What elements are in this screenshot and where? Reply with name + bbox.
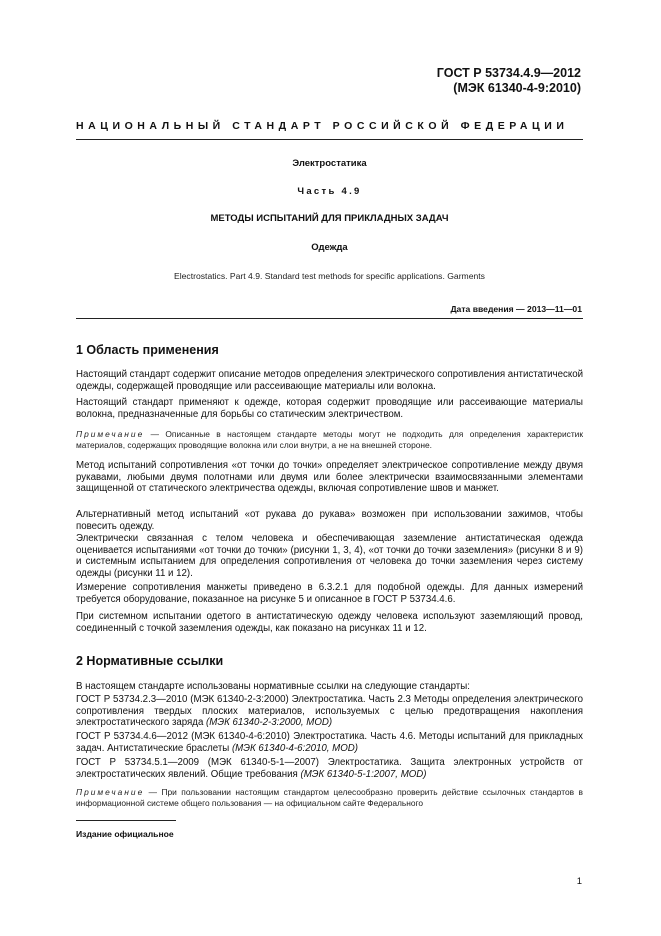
section-1-paragraph-7: При системном испытании одетого в антистатическую одежду человека используют заземляющий провод, соединенный с точкой заземления одежды, как показано на рисунках 11 и 12. xyxy=(76,611,583,634)
section-1-heading: 1 Область применения xyxy=(76,343,219,357)
section-1-paragraph-3: Метод испытаний сопротивления «от точки до точки» определяет электрическое сопротивление между двумя рукавами, любыми двумя полотнами или двумя или более электрически взаимосвязанными элементами защищенной от статического электричества одежды, включая сопротивление швов и манжет. xyxy=(76,460,583,494)
title-english: Electrostatics. Part 4.9. Standard test methods for specific applications. Garments xyxy=(174,271,485,281)
title-sub: Одежда xyxy=(311,242,348,253)
section-1-paragraph-6: Измерение сопротивления манжеты приведено в 6.3.2.1 для подобной одежды. Для данных измерений требуется оборудование, показанное на рисунке 5 и описанное в ГОСТ Р 53734.4.6. xyxy=(76,582,583,605)
normative-reference-2: ГОСТ Р 53734.4.6—2012 (МЭК 61340-4-6:2010) Электростатика. Часть 4.6. Методы испытаний для прикладных задач. Антистатические браслеты (МЭК 61340-4-6:2010, MOD) xyxy=(76,731,583,754)
section-1-paragraph-2: Настоящий стандарт применяют к одежде, которая содержит проводящие или рассеивающие материалы волокна, предназначенные для борьбы со статическим электричеством. xyxy=(76,397,583,420)
national-standard-banner: НАЦИОНАЛЬНЫЙ СТАНДАРТ РОССИЙСКОЙ ФЕДЕРАЦИИ xyxy=(76,120,569,132)
footer-divider xyxy=(76,820,176,821)
title-subject: Электростатика xyxy=(292,158,367,169)
normative-reference-1: ГОСТ Р 53734.2.3—2010 (МЭК 61340-2-3:2000) Электростатика. Часть 2.3 Методы определения электрического сопротивления твердых плоских материалов, используемых с целью предотвращения накопления электростатического заряда (МЭК 61340-2-3:2000, MOD) xyxy=(76,694,583,728)
note-text: — При пользовании настоящим стандартом целесообразно проверить действие ссылочных стандартов в информационной системе общего пользования — на официальном сайте Федерального xyxy=(76,787,583,808)
title-part: Часть 4.9 xyxy=(297,186,362,197)
section-2-heading: 2 Нормативные ссылки xyxy=(76,654,224,668)
section-2-note xyxy=(76,787,583,808)
title-main: МЕТОДЫ ИСПЫТАНИЙ ДЛЯ ПРИКЛАДНЫХ ЗАДАЧ xyxy=(210,213,449,224)
iec-number: (МЭК 61340-4-9:2010) xyxy=(453,81,581,95)
standard-code xyxy=(437,66,581,96)
banner-divider xyxy=(76,139,583,140)
note-label: Примечание xyxy=(76,429,145,439)
normative-reference-3: ГОСТ Р 53734.5.1—2009 (МЭК 61340-5-1—2007) Электростатика. Защита электронных устройств от электростатических явлений. Общие требования (МЭК 61340-5-1:2007, MOD) xyxy=(76,757,583,780)
official-edition-label: Издание официальное xyxy=(76,829,174,839)
section-1-paragraph-4: Альтернативный метод испытаний «от рукава до рукава» возможен при использовании зажимов, чтобы повесить одежду. xyxy=(76,509,583,532)
section-1-note xyxy=(76,429,583,450)
section-1-paragraph-5: Электрически связанная с телом человека и обеспечивающая заземление антистатическая одежда оценивается испытаниями «от точки до точки» (рисунки 1, 3, 4), «от точки до точки заземления» (рисунки 8 и 9) и системным испытанием для определения сопротивления от человека до точки заземления через систему одежды (рисунки 11 и 12). xyxy=(76,533,583,579)
gost-number: ГОСТ Р 53734.4.9—2012 xyxy=(436,66,581,80)
effective-date: Дата введения — 2013—11—01 xyxy=(450,304,582,314)
section-1-paragraph-1: Настоящий стандарт содержит описание методов определения электрического сопротивления антистатической одежды, содержащей проводящие или рассеивающие материалы или волокна. xyxy=(76,369,584,392)
note-label: Примечание xyxy=(76,787,145,797)
section-2-intro: В настоящем стандарте использованы нормативные ссылки на следующие стандарты: xyxy=(76,681,470,692)
page-number: 1 xyxy=(576,876,582,887)
note-text: — Описанные в настоящем стандарте методы могут не подходить для определения характеристик материалов, содержащих проводящие волокна или слои внутри, а не на внешней стороне. xyxy=(76,429,583,450)
date-divider xyxy=(76,318,583,319)
